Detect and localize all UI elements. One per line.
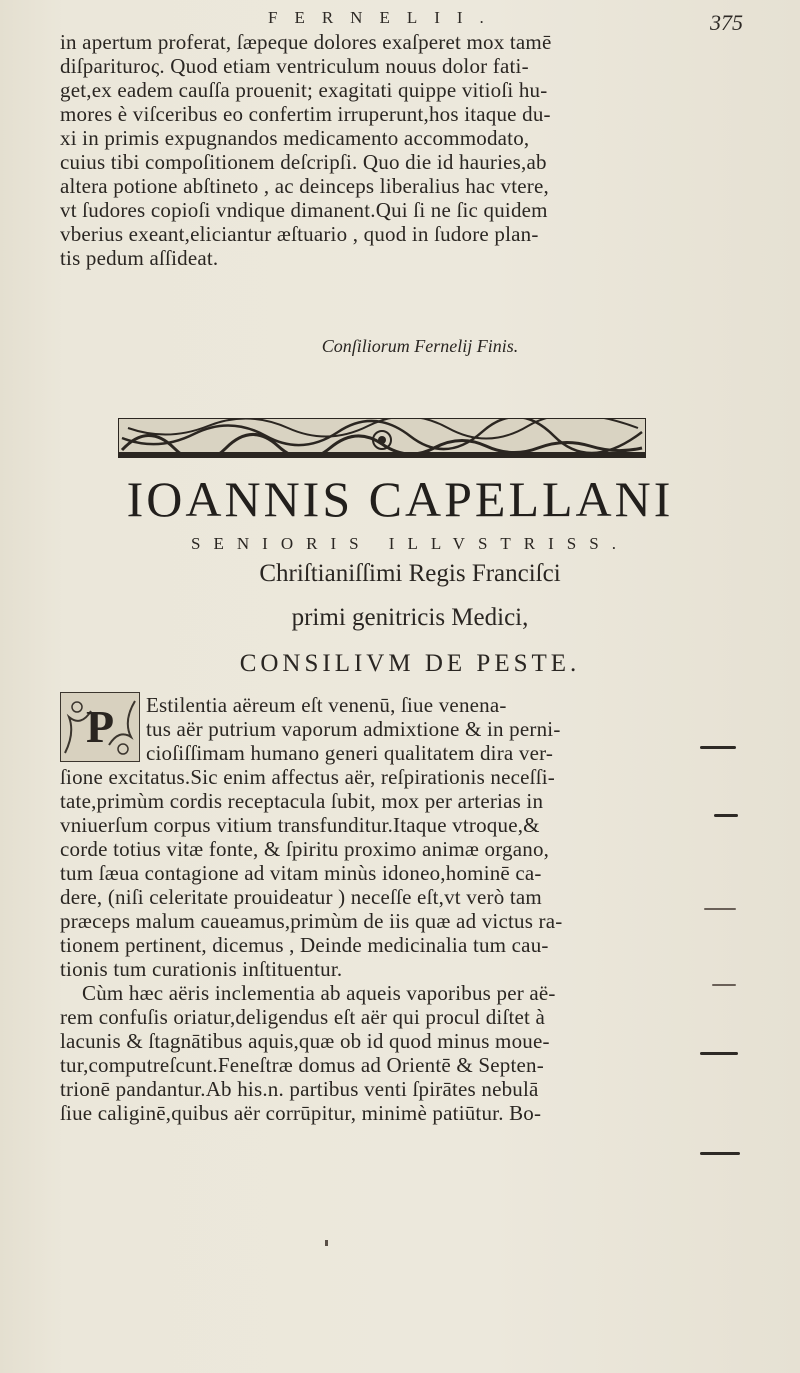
- text-line: trionē pandantur.Ab his.n. partibus venti ſpirātes nebulā: [60, 1077, 539, 1101]
- text-line: cuius tibi compoſitionem deſcripſi. Quo die id hauries,ab: [60, 150, 547, 174]
- text-line: dere, (niſi celeritate prouideatur ) neceſſe eſt,vt verò tam: [60, 885, 542, 909]
- author-title: IOANNIS CAPELLANI: [126, 471, 674, 527]
- text-line: tate,primùm cordis receptacula ſubit, mox per arterias in: [60, 789, 544, 813]
- text-line: tum ſæua contagione ad vitam minùs idoneo,hominē ca-: [60, 861, 542, 885]
- text-line: diſpariturος. Quod etiam ventriculum nouus dolor fati-: [60, 54, 529, 78]
- text-line: xi in primis expugnandos medicamento accommodato,: [60, 126, 530, 150]
- text-line: Estilentia aëreum eſt venenū, ſiue venena-: [146, 693, 507, 717]
- text-line: tur,computreſcunt.Feneſtræ domus ad Orientē & Septen-: [60, 1053, 544, 1077]
- drop-cap-letter: P: [85, 701, 115, 752]
- margin-mark: [704, 908, 736, 910]
- subtitle-line: Chriſtianiſſimi Regis Franciſci: [259, 560, 561, 587]
- text-line: vberius exeant,eliciantur æſtuario , quod in ſudore plan-: [60, 222, 539, 246]
- margin-mark: [700, 746, 736, 749]
- page-number: 375: [710, 10, 743, 35]
- text-line: Cùm hæc aëris inclementia ab aqueis vaporibus per aë-: [82, 981, 556, 1005]
- text-line: in apertum proferat, ſæpeque dolores exaſperet mox tamē: [60, 30, 552, 54]
- ornamental-headpiece: [118, 418, 646, 458]
- margin-mark: [700, 1052, 738, 1055]
- text-line: corde totius vitæ fonte, & ſpiritu proximo animæ organo,: [60, 837, 550, 861]
- margin-mark: [714, 814, 738, 817]
- margin-mark: [712, 984, 736, 986]
- subtitle-line: primi genitricis Medici,: [291, 604, 529, 631]
- text-line: tionis tum curationis inſtituentur.: [60, 957, 343, 981]
- text-line: tionem pertinent, dicemus , Deinde medicinalia tum cau-: [60, 933, 549, 957]
- text-line: ſione excitatus.Sic enim affectus aër, reſpirationis neceſſi-: [60, 765, 555, 789]
- paragraph-fernel-ending: [60, 30, 660, 270]
- text-line: tis pedum aſſideat.: [60, 246, 219, 270]
- text-line: altera potione abſtineto , ac deinceps liberalius hac vtere,: [60, 174, 549, 198]
- text-line: get,ex eadem cauſſa prouenit; exagitati quippe vitioſi hu-: [60, 78, 548, 102]
- text-line: ſiue caliginē,quibus aër corrūpitur, minimè patiūtur. Bo-: [60, 1101, 542, 1125]
- text-line: tus aër putrium vaporum admixtione & in perni-: [146, 717, 561, 741]
- text-line: mores è viſceribus eo confertim irruperunt,hos itaque du-: [60, 102, 551, 126]
- margin-mark: [700, 1152, 740, 1155]
- subtitle-caps: SENIORIS ILLVSTRISS.: [191, 534, 629, 553]
- ink-speck: [325, 1240, 328, 1246]
- text-line: vniuerſum corpus vitium transfunditur.Itaque vtroque,&: [60, 813, 540, 837]
- paragraph-consilium: [60, 693, 660, 1125]
- text-line: lacunis & ſtagnātibus aquis,quæ ob id quod minus moue-: [60, 1029, 550, 1053]
- text-line: vt ſudores copioſi vndique dimanent.Qui ſi ne ſic quidem: [60, 198, 548, 222]
- text-line: præceps malum caueamus,primùm de iis quæ ad victus ra-: [60, 909, 563, 933]
- running-head: FERNELII.: [268, 8, 501, 27]
- section-title: CONSILIVM DE PESTE.: [239, 650, 581, 677]
- text-line: rem confuſis oriatur,deligendus eſt aër qui procul diſtet à: [60, 1005, 546, 1029]
- closing-line: Conſiliorum Fernelij Finis.: [321, 336, 519, 356]
- text-line: cioſiſſimam humano generi qualitatem dira ver-: [146, 741, 554, 765]
